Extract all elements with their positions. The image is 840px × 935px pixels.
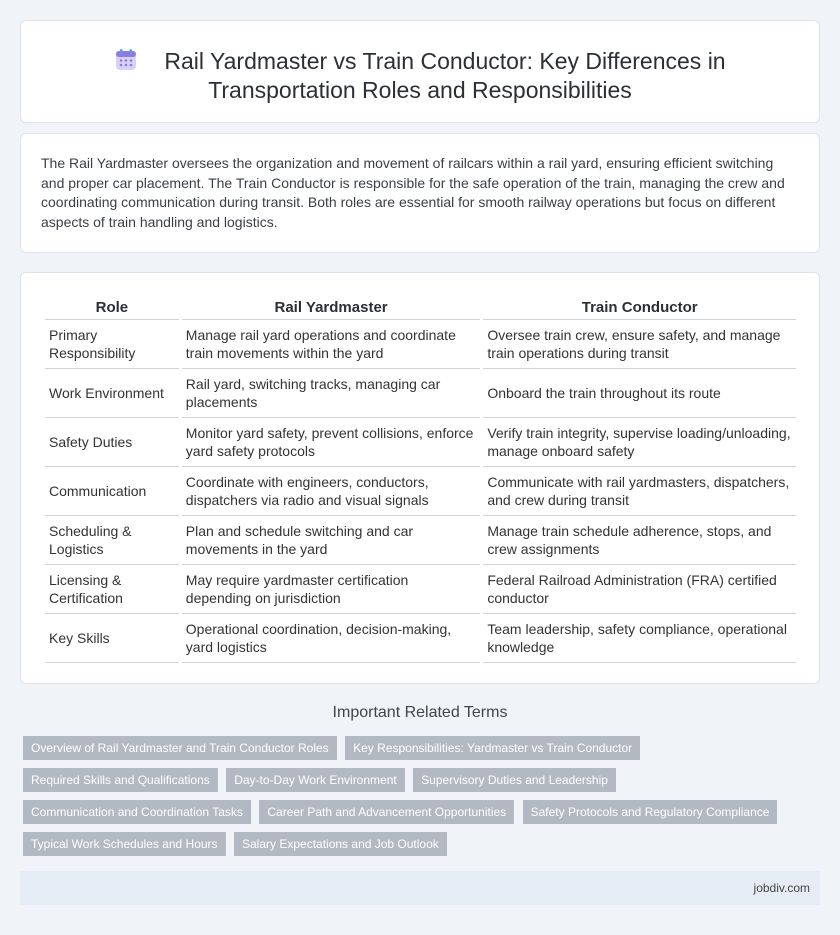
conductor-cell: Manage train schedule adherence, stops, and crew assignments xyxy=(483,516,796,565)
table-row xyxy=(45,320,796,369)
yardmaster-cell: Rail yard, switching tracks, managing car placements xyxy=(182,369,481,418)
page-title xyxy=(21,47,819,105)
related-term-tag[interactable]: Required Skills and Qualifications xyxy=(23,768,218,792)
related-term-tag[interactable]: Key Responsibilities: Yardmaster vs Train Conductor xyxy=(345,736,640,760)
conductor-cell: Team leadership, safety compliance, operational knowledge xyxy=(483,614,796,663)
yardmaster-cell: May require yardmaster certification depending on jurisdiction xyxy=(182,565,481,614)
calendar-icon xyxy=(114,48,138,72)
title-line-2: Transportation Roles and Responsibilities xyxy=(208,77,632,103)
row-label: Key Skills xyxy=(45,614,179,663)
row-label: Safety Duties xyxy=(45,418,179,467)
row-label: Work Environment xyxy=(45,369,179,418)
yardmaster-cell: Operational coordination, decision-making, yard logistics xyxy=(182,614,481,663)
table-row xyxy=(45,516,796,565)
footer-bar xyxy=(20,871,820,905)
conductor-cell: Federal Railroad Administration (FRA) certified conductor xyxy=(483,565,796,614)
header-role: Role xyxy=(45,296,179,320)
table-row xyxy=(45,369,796,418)
related-term-tag[interactable]: Overview of Rail Yardmaster and Train Conductor Roles xyxy=(23,736,337,760)
yardmaster-cell: Monitor yard safety, prevent collisions, enforce yard safety protocols xyxy=(182,418,481,467)
table-row xyxy=(45,614,796,663)
comparison-table xyxy=(42,296,799,663)
yardmaster-cell: Coordinate with engineers, conductors, dispatchers via radio and visual signals xyxy=(182,467,481,516)
table-row xyxy=(45,467,796,516)
related-term-tag[interactable]: Day-to-Day Work Environment xyxy=(226,768,405,792)
table-row xyxy=(45,418,796,467)
title-card xyxy=(20,20,820,123)
related-term-tag[interactable]: Supervisory Duties and Leadership xyxy=(413,768,616,792)
related-terms-list xyxy=(23,736,813,864)
comparison-card xyxy=(20,272,820,684)
related-term-tag[interactable]: Career Path and Advancement Opportunities xyxy=(259,800,514,824)
header-yardmaster: Rail Yardmaster xyxy=(182,296,481,320)
conductor-cell: Oversee train crew, ensure safety, and manage train operations during transit xyxy=(483,320,796,369)
conductor-cell: Communicate with rail yardmasters, dispatchers, and crew during transit xyxy=(483,467,796,516)
conductor-cell: Verify train integrity, supervise loading/unloading, manage onboard safety xyxy=(483,418,796,467)
related-term-tag[interactable]: Communication and Coordination Tasks xyxy=(23,800,251,824)
table-header-row xyxy=(45,296,796,320)
intro-paragraph: The Rail Yardmaster oversees the organization and movement of railcars within a rail yard, ensuring efficient switching and proper car placement. The Train Conductor is responsible for the safe operation of the train, managing the crew and coordinating communication during transit. Both roles are essential for smooth railway operations but focus on different aspects of train handling and logistics. xyxy=(41,155,785,230)
yardmaster-cell: Plan and schedule switching and car movements in the yard xyxy=(182,516,481,565)
title-line-1: Rail Yardmaster vs Train Conductor: Key Differences in xyxy=(164,48,726,74)
row-label: Scheduling & Logistics xyxy=(45,516,179,565)
header-conductor: Train Conductor xyxy=(483,296,796,320)
footer-site-link[interactable]: jobdiv.com xyxy=(753,881,810,895)
related-terms-heading: Important Related Terms xyxy=(332,704,508,721)
intro-card xyxy=(20,133,820,253)
related-term-tag[interactable]: Salary Expectations and Job Outlook xyxy=(234,832,447,856)
table-row xyxy=(45,565,796,614)
row-label: Licensing & Certification xyxy=(45,565,179,614)
row-label: Communication xyxy=(45,467,179,516)
related-term-tag[interactable]: Typical Work Schedules and Hours xyxy=(23,832,226,856)
yardmaster-cell: Manage rail yard operations and coordinate train movements within the yard xyxy=(182,320,481,369)
conductor-cell: Onboard the train throughout its route xyxy=(483,369,796,418)
row-label: Primary Responsibility xyxy=(45,320,179,369)
related-term-tag[interactable]: Safety Protocols and Regulatory Compliance xyxy=(523,800,778,824)
